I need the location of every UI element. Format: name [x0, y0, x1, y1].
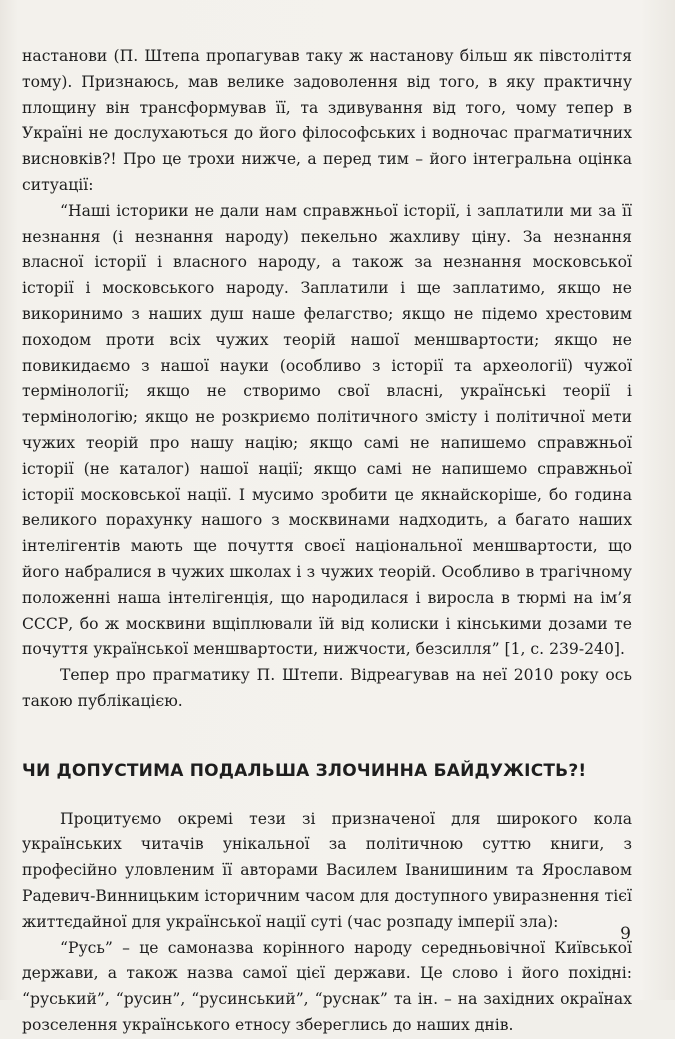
section-heading: ЧИ ДОПУСТИМА ПОДАЛЬША ЗЛОЧИННА БАЙДУЖІСТЬ?! [22, 760, 587, 781]
quote-paragraph: “Наші історики не дали нам справжньої історії, і заплатили ми за її незнання (і незнання народу) пекельно жахливу ціну. За незнання власної історії і власного народу, а також за незнання московської історії і московського народу. Заплатили і ще заплатимо, якщо не викоринимо з наших душ наше фелагство; якщо не підемо хрестовим походом проти всіх чужих теорій нашої меншвартости; якщо не повикидаємо з нашої науки (особливо з історії та археології) чужої термінології; якщо не створимо свої власні, українські теорії і термінологію; якщо не розкриємо політичного змісту і політичної мети чужих теорій про нашу націю; якщо самі не напишемо справжньої історії (не каталог) нашої нації; якщо самі не напишемо справжньої історії московської нації. І мусимо зробити це якнайскоріше, бо година великого порахунку нашого з москвинами надходить, а багато наших інтелігентів мають ще почуття своєї національної меншвартости, що його набралися в чужих школах і з чужих теорій. Особливо в трагічному положенні наша інтелігенція, що народилася і виросла в тюрмі на ім’я СССР, бо ж москвини вщіплювали їй від колиски і кінськими дозами те почуття української меншвартости, нижчости, безсилля” [1, с. 239-240]. [22, 201, 632, 659]
page-body [22, 44, 632, 1039]
page-number: 9 [620, 924, 631, 944]
section-paragraph-1: Процитуємо окремі тези зі призначеної для широкого кола українських читачів унікальної за політичною суттю книги, з професійно уловленим її авторами Василем Іванишиним та Ярославом Радевич-Винницьким історичним часом для доступного увиразнення тієї життєдайної для української нації суті (час розпаду імперії зла): [22, 809, 632, 931]
section-paragraph-2: “Русь” – це самоназва корінного народу середньовічної Київської держави, а також назва самої цієї держави. Це слово і його похідні: “руський”, “русин”, “русинський”, “руснак” та ін. – на західних окраїнах розселення українського етносу збереглись до наших днів. [22, 938, 632, 1034]
intro-paragraph: настанови (П. Штепа пропагував таку ж настанову більш як півстоліття тому). Признаюсь, мав велике задоволення від того, в яку практичну площину він трансформував її, та здивування від того, чому тепер в Україні не дослухаються до його філософських і водночас прагматичних висновків?! Про це трохи нижче, а перед тим – його інтегральна оцінка ситуації: [22, 47, 632, 194]
pragmatics-paragraph: Тепер про прагматику П. Штепи. Відреагував на неї 2010 року ось такою публікацією. [22, 666, 632, 710]
